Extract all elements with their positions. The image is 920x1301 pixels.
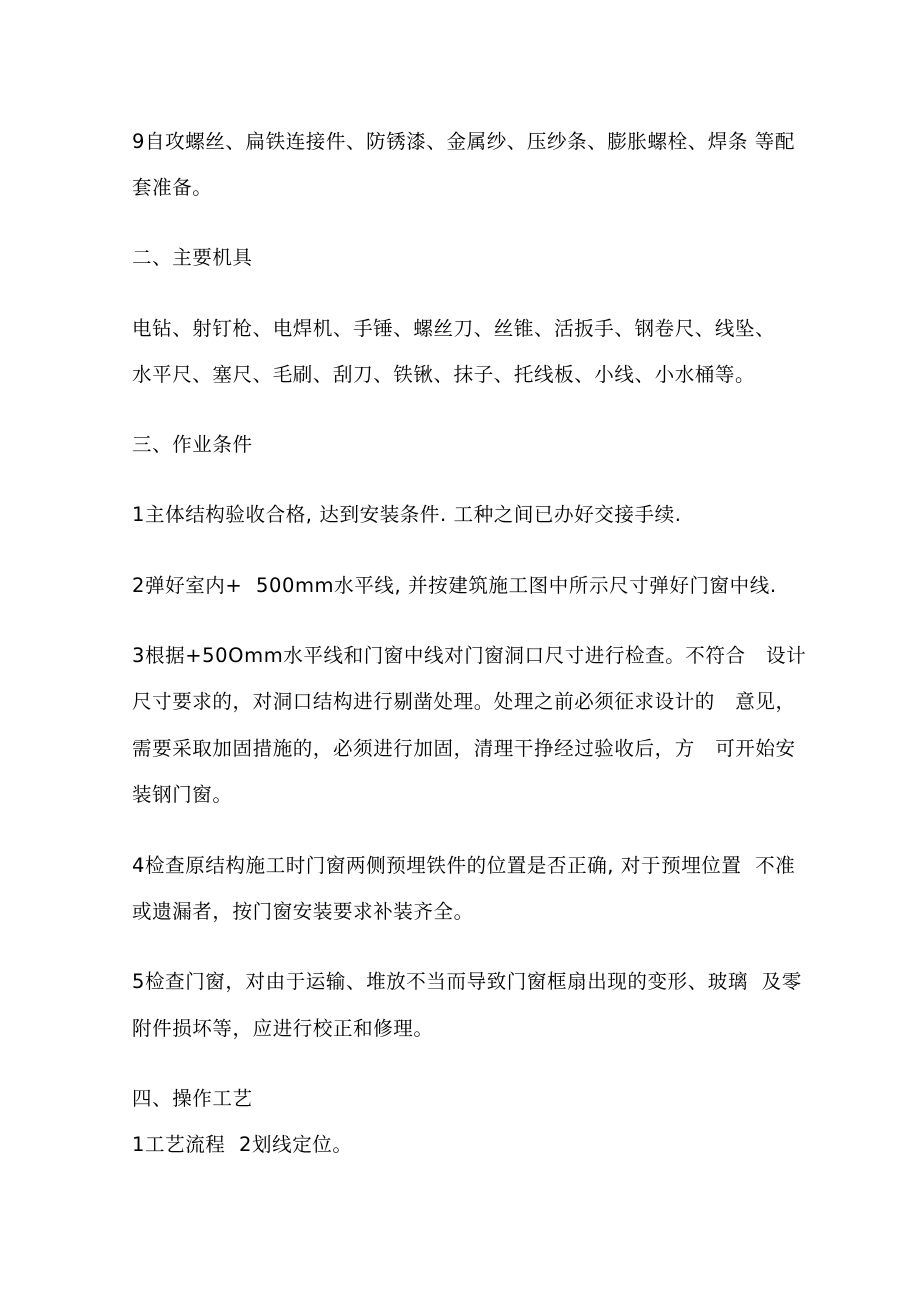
section3-item3-line1: 3根据+50Omm水平线和门窗中线对门窗洞口尺寸进行检查。不符合 设计: [132, 644, 807, 667]
section3-item2: 2弹好室内+ 500mm水平线, 并按建筑施工图中所示尺寸弹好门窗中线.: [132, 574, 777, 597]
item9-line1: 9自攻螺丝、扁铁连接件、防锈漆、金属纱、压纱条、膨胀螺栓、焊条 等配: [132, 130, 796, 153]
item9-line2: 套准备。: [132, 176, 213, 199]
section3-item4-line2: 或遗漏者，按门窗安装要求补装齐全。: [132, 900, 474, 923]
section3-item3-line4: 装钢门窗。: [132, 783, 233, 806]
section3-item3-line3: 需要采取加固措施的，必须进行加固，清理干挣经过验收后，方 可开始安: [132, 737, 796, 760]
section3-heading: 三、作业条件: [132, 433, 253, 456]
section3-item5-line1: 5检查门窗，对由于运输、堆放不当而导致门窗框扇出现的变形、玻璃 及零: [132, 970, 802, 993]
section4-heading: 四、操作工艺: [132, 1087, 253, 1110]
section3-item3-line2: 尺寸要求的，对洞口结构进行剔凿处理。处理之前必须征求设计的 意见，: [132, 690, 796, 713]
section2-line2: 水平尺、塞尺、毛刷、刮刀、铁锹、抹子、托线板、小线、小水桶等。: [132, 363, 756, 386]
section3-item4-line1: 4检查原结构施工时门窗两侧预埋铁件的位置是否正确, 对于预埋位置 不准: [132, 854, 796, 877]
section2-line1: 电钻、射钉枪、电焊机、手锤、螺丝刀、丝锥、活扳手、钢卷尺、线坠、: [132, 317, 776, 340]
section3-item5-line2: 附件损坏等，应进行校正和修理。: [132, 1017, 434, 1040]
section3-item1: 1主体结构验收合格, 达到安装条件. 工种之间已办好交接手续.: [132, 503, 682, 526]
section2-heading: 二、主要机具: [132, 246, 253, 269]
section4-item1: 1工艺流程 2划线定位。: [132, 1133, 353, 1156]
